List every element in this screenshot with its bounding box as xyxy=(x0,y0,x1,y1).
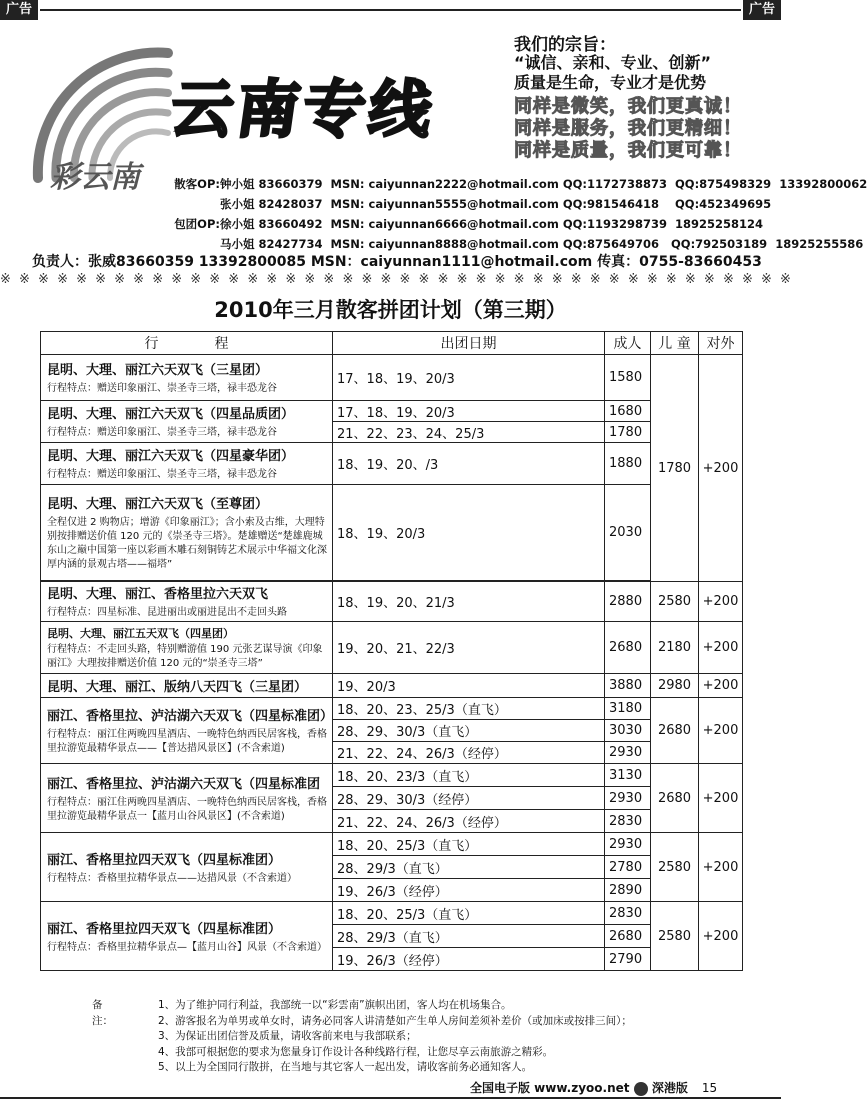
motto-line-1: “诚信、亲和、专业、创新” xyxy=(514,53,712,72)
table-row: 昆明、大理、丽江六天双飞（三星团） 行程特点：赠送印象丽江、崇圣寺三塔，禄丰恐龙谷 17、18、19、20/3 1580 1780 +200 xyxy=(41,355,743,401)
brand-subtitle: 彩云南 xyxy=(50,160,140,195)
contact-row: 散客OP:钟小姐 83660379 MSN: caiyunnan2222@hotmail.com QQ:1172738873 QQ:875498329 13392800062 xyxy=(174,177,867,191)
ad-tag-left: 广告 xyxy=(0,0,38,20)
ad-tag-right: 广告 xyxy=(743,0,781,20)
contact-row: 马小姐 82427734 MSN: caiyunnan8888@hotmail.com QQ:875649706 QQ:792503189 18925255586 xyxy=(220,237,864,251)
table-row: 昆明、大理、丽江、香格里拉六天双飞 行程特点：四星标准、昆进丽出或丽进昆出不走回头路 18、19、20、21/3 2880 2580 +200 xyxy=(41,582,743,622)
slogan-3: 同样是质量，我们更可靠！ xyxy=(514,140,742,161)
table-row: 28、29/3（直飞） 2680 xyxy=(41,925,743,948)
slogan-2: 同样是服务，我们更精细！ xyxy=(514,118,742,139)
table-row: 21、22、23、24、25/3 1780 xyxy=(41,422,743,443)
table-row: 28、29、30/3（经停） 2930 xyxy=(41,787,743,810)
col-adult: 成人 xyxy=(605,332,651,355)
table-row: 19、26/3（经停） 2890 xyxy=(41,879,743,902)
col-date: 出团日期 xyxy=(333,332,605,355)
slogan-1: 同样是微笑，我们更真诚！ xyxy=(514,96,742,117)
brand-title: 云南专线 xyxy=(166,73,441,146)
table-header xyxy=(41,332,743,355)
contact-row: 张小姐 82428037 MSN: caiyunnan5555@hotmail.com QQ:981546418 QQ:452349695 xyxy=(220,197,772,211)
contact-row: 包团OP:徐小姐 83660492 MSN: caiyunnan6666@hotmail.com QQ:1193298739 18925258124 xyxy=(174,217,764,231)
motto-line-2: 质量是生命，专业才是优势 xyxy=(514,73,707,92)
table-row: 28、29、30/3（直飞） 3030 xyxy=(41,720,743,742)
motto-title: 我们的宗旨： xyxy=(514,35,616,55)
page-footer xyxy=(470,1079,717,1096)
col-child: 儿 童 xyxy=(651,332,699,355)
table-row: 昆明、大理、丽江六天双飞（至尊团） 全程仅进 2 购物店；增游《印象丽江》；含小索及古维，大理特别按排赠送价值 120 元的《崇圣寺三塔》。楚雄赠送“楚雄鹿城东山之巅中国第一座以彩画木雕石刻铜铸艺术展示中华福文化深厚内涵的景观古塔——福塔” 18、19、20/3 2030 xyxy=(41,485,743,581)
top-rule xyxy=(40,9,741,11)
col-route: 行 程 xyxy=(41,332,333,355)
contact-list xyxy=(160,174,867,254)
note-item: 4、我部可根据您的要求为您量身订作设计各种线路行程，让您尽享云南旅游之精彩。 xyxy=(158,1045,554,1058)
table-row: 昆明、大理、丽江五天双飞（四星团） 行程特点：不走回头路，特别赠游值 190 元张艺谋导演《印象丽江》大理按排赠送价值 120 元的“崇圣寺三塔” 19、20、21、22/3 2680 2180 +200 xyxy=(41,622,743,674)
table-row: 丽江、香格里拉、泸沽湖六天双飞（四星标准团 行程特点：丽江住两晚四星酒店、一晚特色纳西民居客栈，香格里拉游览最精华景点一【蓝月山谷风景区】(不含索道) 18、20、23/3（直飞） 3130 2680 +200 xyxy=(41,764,743,787)
table-row: 21、22、24、26/3（经停） 2830 xyxy=(41,810,743,833)
table-row: 丽江、香格里拉四天双飞（四星标准团） 行程特点：香格里拉精华景点——达措风景（不含索道） 18、20、25/3（直飞） 2930 2580 +200 xyxy=(41,833,743,856)
note-item: 5、以上为全国同行散拼，在当地与其它客人一起出发，请收客前务必通知客人。 xyxy=(158,1061,533,1073)
tour-table xyxy=(40,331,743,971)
bottom-rule xyxy=(0,1097,781,1099)
note-item: 1、为了维护同行利益，我部统一以“彩雲南”旗帜出团，客人均在机场集合。 xyxy=(158,999,512,1011)
note-item: 2、游客报名为单男或单女时，请务必同客人讲清楚如产生单人房间差须补差价（或加床或按排三间）； xyxy=(158,1014,632,1027)
manager-line: 负责人：张威83660359 13392800085 MSN：caiyunnan1111@hotmail.com 传真：0755-83660453 xyxy=(32,254,762,270)
page-number: 15 xyxy=(701,1081,718,1095)
separator-row: ※ ※ ※ ※ ※ ※ ※ ※ ※ ※ ※ ※ ※ ※ ※ ※ ※ ※ ※ ※ ※ ※ ※ ※ ※ ※ ※ ※ ※ ※ ※ ※ ※ ※ ※ ※ ※ ※ ※ ※ ※ ※ xyxy=(0,272,793,287)
col-ext: 对外 xyxy=(699,332,743,355)
notes-block xyxy=(92,998,632,1076)
table-row: 21、22、24、26/3（经停） 2930 xyxy=(41,742,743,764)
note-item: 3、为保证出团信誉及质量，请收客前来电与我部联系； xyxy=(158,1030,417,1042)
table-row: 昆明、大理、丽江六天双飞（四星品质团） 行程特点：赠送印象丽江、崇圣寺三塔，禄丰恐龙谷 17、18、19、20/3 1680 xyxy=(41,401,743,422)
table-row: 昆明、大理、丽江六天双飞（四星豪华团） 行程特点：赠送印象丽江、崇圣寺三塔，禄丰恐龙谷 18、19、20、/3 1880 xyxy=(41,443,743,485)
notes-label: 备 注： xyxy=(92,999,124,1027)
table-row: 19、26/3（经停） 2790 xyxy=(41,948,743,971)
footer-logo-icon xyxy=(634,1082,648,1096)
table-row: 丽江、香格里拉、泸沽湖六天双飞（四星标准团） 行程特点：丽江住两晚四星酒店、一晚特色纳西民居客栈，香格里拉游览最精华景点——【普达措风景区】(不含索道) 18、20、23、25/3（直飞） 3180 2680 +200 xyxy=(41,698,743,720)
footer-edition: 深港版 xyxy=(651,1081,688,1095)
page-title: 2010年三月散客拼团计划（第三期） xyxy=(214,298,567,322)
table-row: 丽江、香格里拉四天双飞（四星标准团） 行程特点：香格里拉精华景点—【蓝月山谷】风景（不含索道） 18、20、25/3（直飞） 2830 2580 +200 xyxy=(41,902,743,925)
table-row: 28、29/3（直飞） 2780 xyxy=(41,856,743,879)
table-row: 昆明、大理、丽江、版纳八天四飞（三星团） 19、20/3 3880 2980 +200 xyxy=(41,674,743,698)
footer-site: 全国电子版 www.zyoo.net xyxy=(470,1081,630,1095)
